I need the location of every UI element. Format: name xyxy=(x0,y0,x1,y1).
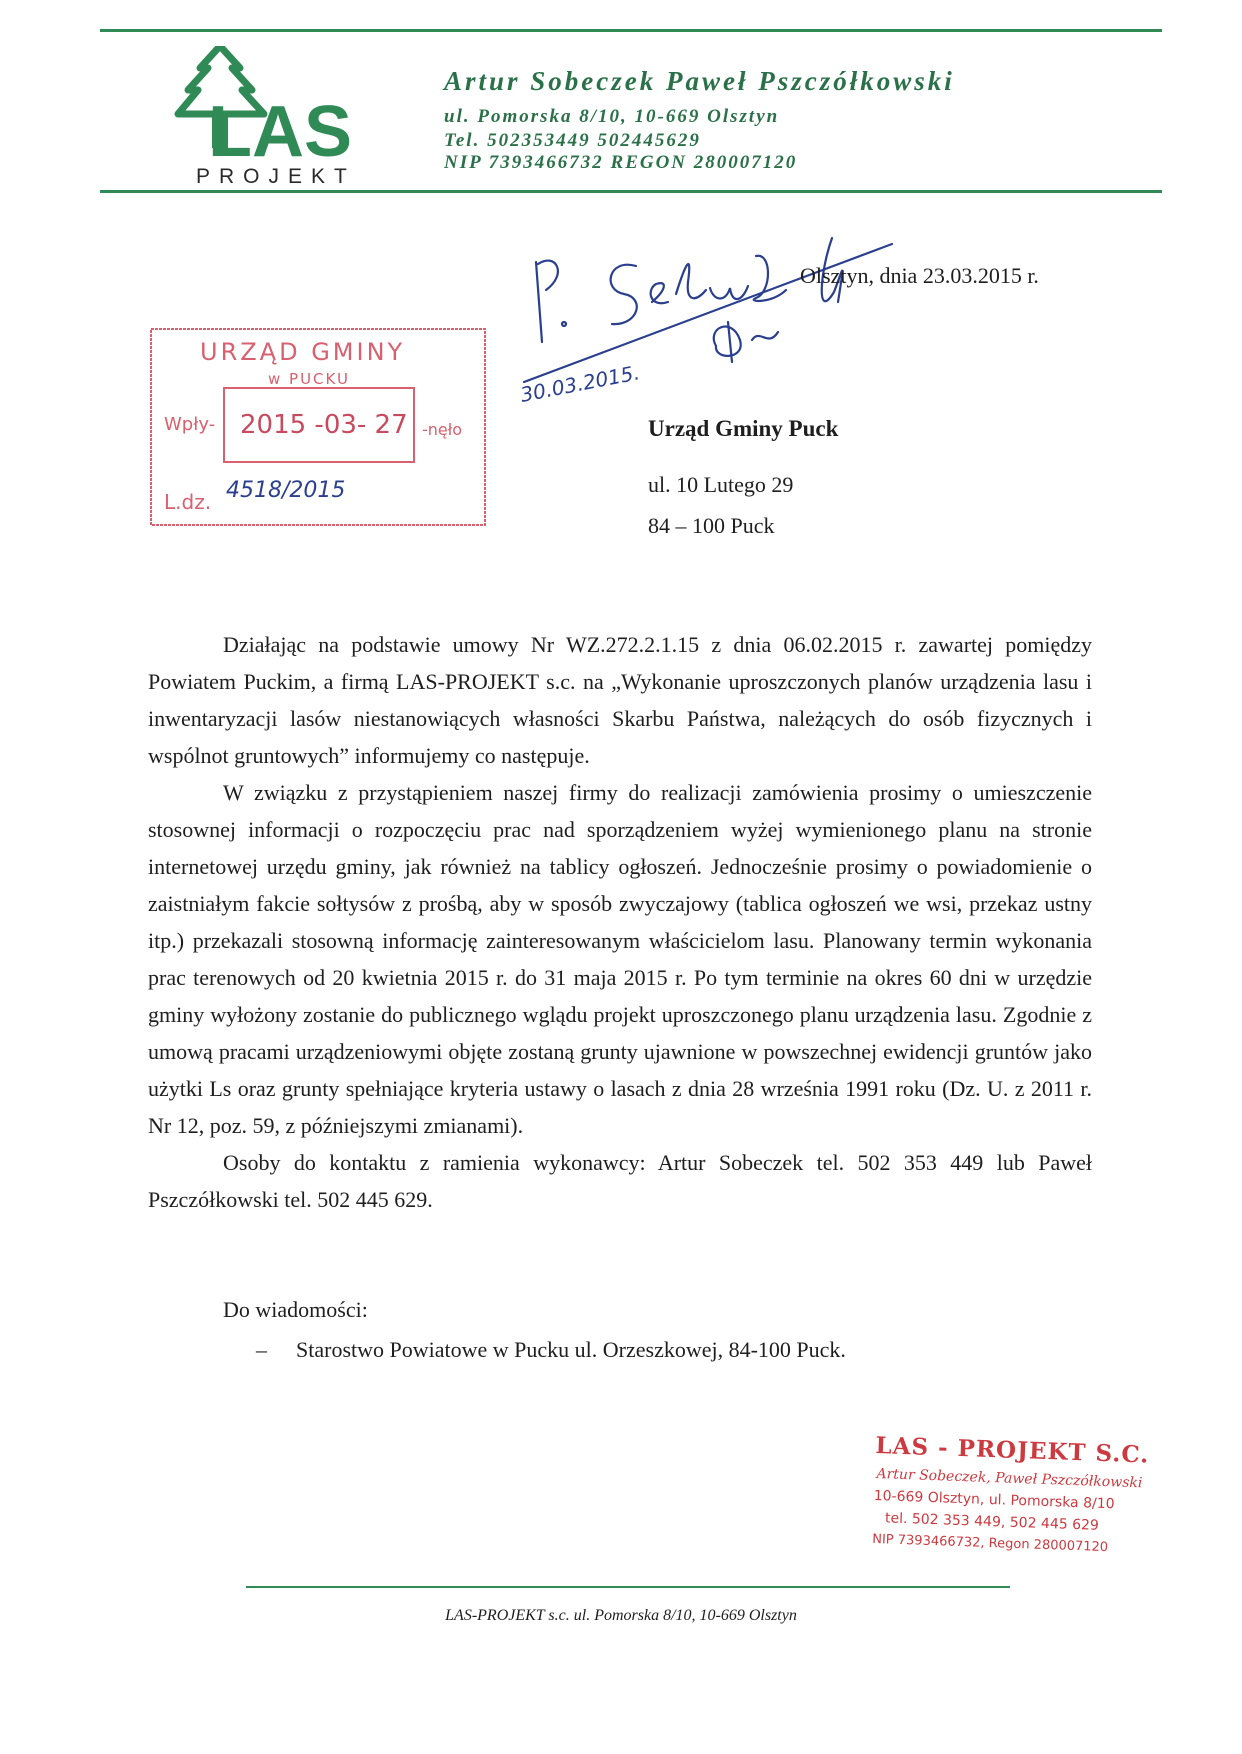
letterhead-top-rule xyxy=(100,29,1162,32)
company-logo xyxy=(160,46,370,186)
stamp-ref-label: L.dz. xyxy=(164,490,212,514)
company-street: ul. Pomorska 8/10, 10-669 Olsztyn xyxy=(444,106,780,127)
company-stamp-owners: Artur Sobeczek, Paweł Pszczółkowski xyxy=(876,1466,1143,1492)
stamp-date: 2015 -03- 27 xyxy=(240,410,408,440)
company-stamp-phone: tel. 502 353 449, 502 445 629 xyxy=(884,1510,1100,1534)
recipient-street: ul. 10 Lutego 29 xyxy=(648,472,794,497)
logo-text: LAS xyxy=(208,92,352,172)
place-and-date: Olsztyn, dnia 23.03.2015 r. xyxy=(800,263,1039,288)
company-stamp-ids: NIP 7393466732, Regon 280007120 xyxy=(871,1531,1109,1556)
incoming-registration-stamp xyxy=(150,328,486,528)
stamp-received-suffix: -nęło xyxy=(422,420,463,439)
svg-text:30.03.2015.: 30.03.2015. xyxy=(518,360,642,407)
body-paragraph: Osoby do kontaktu z ramienia wykonawcy: Artur Sobeczek tel. 502 353 449 lub Paweł Pszczółkowski tel. 502 445 629. xyxy=(148,1150,1092,1212)
stamp-received-label: Wpły- xyxy=(164,414,216,435)
stamp-title: URZĄD GMINY xyxy=(200,338,406,366)
cc-dash: – xyxy=(256,1337,267,1362)
recipient-name: Urząd Gminy Puck xyxy=(648,416,839,441)
company-stamp-address: 10-669 Olsztyn, ul. Pomorska 8/10 xyxy=(873,1487,1115,1513)
body-paragraph: W związku z przystąpieniem naszej firmy do realizacji zamówienia prosimy o umieszczenie stosownej informacji o rozpoczęciu prac nad sporządzeniem wyżej wymienionego planu na stronie internetowej urzędu gminy, jak również na tablicy ogłoszeń. Jednocześnie prosimy o powiadomienie o zaistniałym fakcie sołtysów z prośbą, aby w sposób zwyczajowy (tablica ogłoszeń we wsi, przekaz ustny itp.) przekazali stosowną informację zainteresowanym właścicielom lasu. Planowany termin wykonania prac terenowych od 20 kwietnia 2015 r. do 31 maja 2015 r. Po tym terminie na okres 60 dni w urzędzie gminy wyłożony zostanie do publicznego wglądu projekt uproszczonego planu urządzenia lasu. Zgodnie z umową pracami urządzeniowymi objęte zostaną grunty ujawnione w powszechnej ewidencji gruntów jako użytki Ls oraz grunty spełniające kryteria ustawy o lasach z dnia 28 września 1991 roku (Dz. U. z 2011 r. Nr 12, poz. 59, z późniejszymi zmianami). xyxy=(148,780,1092,1138)
tree-logo-icon xyxy=(160,46,370,186)
stamp-ref-handwritten: 4518/2015 xyxy=(226,478,346,503)
company-phone: Tel. 502353449 502445629 xyxy=(444,130,701,151)
footer-address: LAS-PROJEKT s.c. ul. Pomorska 8/10, 10-669 Olsztyn xyxy=(445,1607,797,1624)
company-name: Artur Sobeczek Paweł Pszczółkowski xyxy=(444,66,955,96)
recipient-city: 84 – 100 Puck xyxy=(648,513,775,538)
stamp-subtitle: w PUCKU xyxy=(268,370,350,388)
cc-label: Do wiadomości: xyxy=(223,1297,368,1322)
letter-body xyxy=(148,626,1092,1218)
body-paragraph: Działając na podstawie umowy Nr WZ.272.2.1.15 z dnia 06.02.2015 r. zawartej pomiędzy Powiatem Puckim, a firmą LAS-PROJEKT s.c. na „Wykonanie uproszczonych planów urządzenia lasu i inwentaryzacji lasów niestanowiących własności Skarbu Państwa, należących do osób fizycznych i wspólnot gruntowych” informujemy co następuje. xyxy=(148,632,1092,768)
letterhead-bottom-rule xyxy=(100,190,1162,193)
cc-recipient: Starostwo Powiatowe w Pucku ul. Orzeszkowej, 84-100 Puck. xyxy=(296,1337,846,1362)
company-stamp-name: LAS - PROJEKT S.C. xyxy=(875,1432,1150,1469)
footer-rule xyxy=(246,1586,1010,1588)
handwritten-signature xyxy=(516,232,916,412)
company-ids: NIP 7393466732 REGON 280007120 xyxy=(444,152,798,173)
company-stamp xyxy=(871,1432,1166,1556)
logo-subtitle: PROJEKT xyxy=(196,165,356,186)
